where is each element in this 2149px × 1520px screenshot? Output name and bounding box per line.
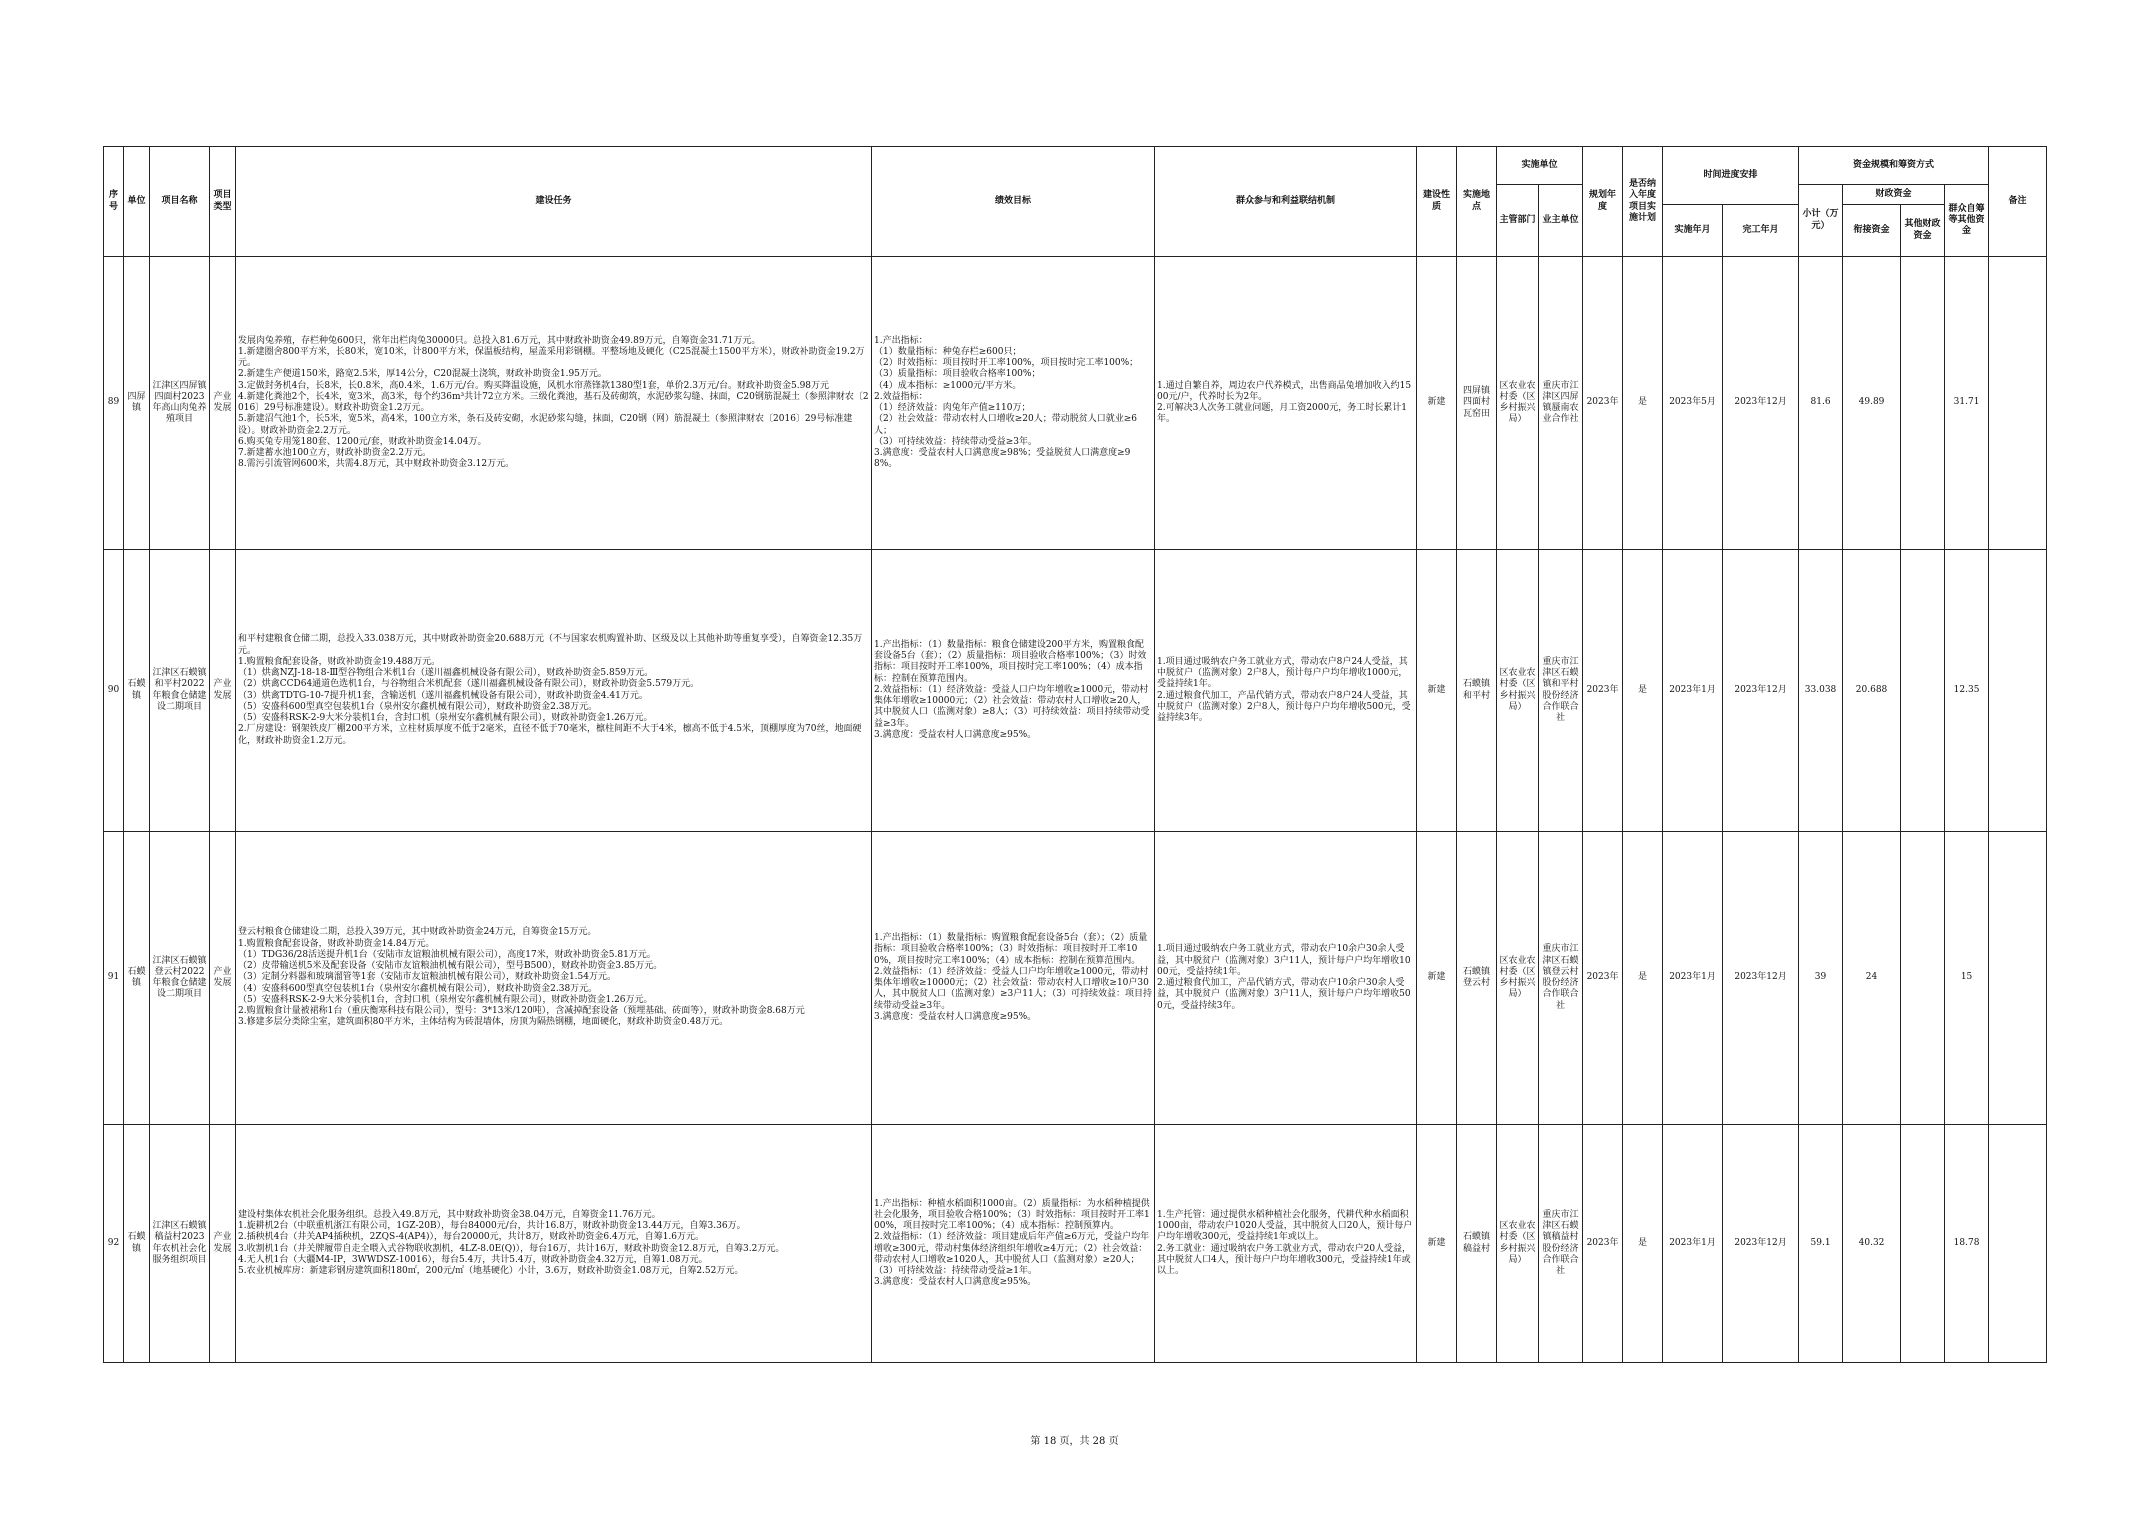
th-included: 是否纳入年度项目实施计划 <box>1623 147 1663 257</box>
th-unit: 单位 <box>124 147 150 257</box>
th-mechanism: 群众参与和利益联结机制 <box>1155 147 1417 257</box>
cell-link-funds: 40.32 <box>1843 1125 1901 1363</box>
cell-nature: 新建 <box>1417 257 1457 550</box>
cell-unit: 石蟆镇 <box>124 832 150 1125</box>
table-row <box>104 1125 2047 1363</box>
cell-tasks: 和平村建粮食仓储二期，总投入33.038万元，其中财政补助资金20.688万元（不与国家农机购置补助、区级及以上其他补助等重复享受），自筹资金12.35万元。 1.购置粮食配套设备，财政补助资金19.488万元。 （1）烘禽NZJ-18-18-Ⅲ型谷物组合米机1台（遂川福鑫机械设备有限公司），财政补助资金5.859万元。 （2）烘禽CCD64通道色选机1台，与谷物组合米机配套（遂川福鑫机械设备有限公司），财政补助资金5.579万元。 （3）烘禽TDTG-10-7提升机1套，含输送机（遂川福鑫机械设备有限公司），财政补助资金4.41万元。 （5）安盛科600型真空包装机1台（泉州安尔鑫机械有限公司），财政补助资金2.38万元。 （5）安盛科RSK-2-9大米分装机1台，含封口机（泉州安尔鑫机械有限公司），财政补助资金1.26万元。 2.厂房建设：钢架铁皮厂棚200平方米，立柱材质厚度不低于2毫米，直径不低于70毫米，檩柱间距不大于4米，檩高不低于4.5米，顶棚厚度为70丝，地面硬化，财政补助资金1.2万元。 <box>236 550 872 832</box>
cell-end: 2023年12月 <box>1723 550 1799 832</box>
cell-included: 是 <box>1623 550 1663 832</box>
cell-subtotal: 33.038 <box>1799 550 1843 832</box>
cell-other-fiscal <box>1901 257 1945 550</box>
cell-self-funds: 18.78 <box>1945 1125 1989 1363</box>
cell-goals: 1.产出指标：（1）数量指标：粮食仓储建设200平方米，购置粮食配套设备5台（套）；（2）质量指标：项目验收合格率100%；（3）时效指标：项目按时开工率100%，项目按时完工率100%；（4）成本指标：控制在预算范围内。 2.效益指标：（1）经济效益：受益人口户均年增收≥1000元，带动村集体年增收≥10000元；（2）社会效益：带动农村人口增收≥20人，其中脱贫人口（监测对象）≥8人；（3）可持续效益：项目持续带动受益≥3年。 3.满意度：受益农村人口满意度≥95%。 <box>872 550 1155 832</box>
th-schedule: 时间进度安排 <box>1663 147 1799 205</box>
cell-subtotal: 39 <box>1799 832 1843 1125</box>
cell-remark <box>1989 257 2047 550</box>
th-fiscal: 财政资金 <box>1843 185 1945 205</box>
cell-project-name: 江津区石蟆镇稿益村2023年农机社会化服务组织项目 <box>150 1125 210 1363</box>
th-funds: 资金规模和筹资方式 <box>1799 147 1989 185</box>
cell-nature: 新建 <box>1417 832 1457 1125</box>
cell-goals: 1.产出指标：种植水稻面积1000亩。（2）质量指标：为水稻种植提供社会化服务，项目验收合格100%；（3）时效指标：项目按时开工率100%，项目按时完工率100%；（4）成本指标：控制预算内。 2.效益指标：（1）经济效益：项目建成后年产值≥6万元，受益户均年增收≥300元，带动村集体经济组织年增收≥4万元；（2）社会效益：带动农村人口增收≥1020人，其中脱贫人口（监测对象）≥20人；（3）可持续效益：持续带动受益≥1年。 3.满意度：受益农村人口满意度≥95%。 <box>872 1125 1155 1363</box>
cell-other-fiscal <box>1901 1125 1945 1363</box>
cell-project-type: 产业发展 <box>210 257 236 550</box>
cell-start: 2023年5月 <box>1663 257 1723 550</box>
cell-mechanism: 1.生产托管：通过提供水稻种植社会化服务，代耕代种水稻面积1000亩，带动农户1020人受益，其中脱贫人口20人，预计每户户均年增收300元，受益持续1年或以上。 2.务工就业：通过吸纳农户务工就业方式，带动农户20人受益，其中脱贫人口4人，预计每户户均年增收300元，受益持续1年或以上。 <box>1155 1125 1417 1363</box>
project-table <box>103 146 2047 1363</box>
cell-project-type: 产业发展 <box>210 550 236 832</box>
cell-seq: 92 <box>104 1125 124 1363</box>
th-self-funds: 群众自筹等其他资金 <box>1945 185 1989 257</box>
cell-mechanism: 1.项目通过吸纳农户务工就业方式，带动农户8户24人受益，其中脱贫户（监测对象）2户8人，预计每户户均年增收1000元，受益持续1年。 2.通过粮食代加工，产品代销方式，带动农户8户24人受益，其中脱贫户（监测对象）2户8人，预计每户户均年增收500元，受益持续3年。 <box>1155 550 1417 832</box>
cell-nature: 新建 <box>1417 550 1457 832</box>
cell-remark <box>1989 832 2047 1125</box>
cell-seq: 90 <box>104 550 124 832</box>
cell-other-fiscal <box>1901 550 1945 832</box>
cell-mechanism: 1.项目通过吸纳农户务工就业方式，带动农户10余户30余人受益，其中脱贫户（监测对象）3户11人，预计每户户均年增收1000元，受益持续1年。 2.通过粮食代加工，产品代销方式，带动农户10余户30余人受益，其中脱贫户（监测对象）3户11人，预计每户户均年增收500元，受益持续3年。 <box>1155 832 1417 1125</box>
page-footer: 第 18 页，共 28 页 <box>1030 1436 1119 1447</box>
th-link-funds: 衔接资金 <box>1843 205 1901 257</box>
cell-goals: 1.产出指标：（1）数量指标：购置粮食配套设备5台（套）；（2）质量指标：项目验收合格率100%；（3）时效指标：项目按时开工率100%，项目按时完工率100%；（4）成本指标：控制在预算范围内。 2.效益指标：（1）经济效益：受益人口户均年增收≥1000元，带动村集体年增收≥10000元；（2）社会效益：带动农村人口增收≥10户30人，其中脱贫人口（监测对象）≥3户11人；（3）可持续效益：项目持续带动受益≥3年。 3.满意度：受益农村人口满意度≥95%。 <box>872 832 1155 1125</box>
cell-self-funds: 12.35 <box>1945 550 1989 832</box>
cell-nature: 新建 <box>1417 1125 1457 1363</box>
cell-plan-year: 2023年 <box>1583 832 1623 1125</box>
cell-included: 是 <box>1623 1125 1663 1363</box>
cell-owner: 重庆市江津区石蟆镇登云村股份经济合作联合社 <box>1539 832 1583 1125</box>
cell-link-funds: 49.89 <box>1843 257 1901 550</box>
cell-project-name: 江津区四屏镇四面村2023年高山肉兔养殖项目 <box>150 257 210 550</box>
cell-project-type: 产业发展 <box>210 832 236 1125</box>
cell-included: 是 <box>1623 257 1663 550</box>
table-row <box>104 257 2047 550</box>
cell-plan-year: 2023年 <box>1583 550 1623 832</box>
cell-location: 四屏镇四面村瓦窑田 <box>1457 257 1497 550</box>
cell-self-funds: 15 <box>1945 832 1989 1125</box>
th-location: 实施地点 <box>1457 147 1497 257</box>
cell-location: 石蟆镇和平村 <box>1457 550 1497 832</box>
cell-owner: 重庆市江津区石蟆镇稿益村股份经济合作联合社 <box>1539 1125 1583 1363</box>
cell-unit: 石蟆镇 <box>124 550 150 832</box>
cell-included: 是 <box>1623 832 1663 1125</box>
th-start: 实施年月 <box>1663 205 1723 257</box>
th-tasks: 建设任务 <box>236 147 872 257</box>
th-impl-unit: 实施单位 <box>1497 147 1583 185</box>
cell-location: 石蟆镇稿益村 <box>1457 1125 1497 1363</box>
th-plan-year: 规划年度 <box>1583 147 1623 257</box>
cell-seq: 91 <box>104 832 124 1125</box>
cell-subtotal: 81.6 <box>1799 257 1843 550</box>
cell-start: 2023年1月 <box>1663 832 1723 1125</box>
cell-tasks: 建设村集体农机社会化服务组织。总投入49.8万元，其中财政补助资金38.04万元，自筹资金11.76万元。 1.旋耕机2台（中联重机浙江有限公司，1GZ-20B），每台84000元/台，共计16.8万，财政补助资金13.44万元，自筹3.36万。 2.插秧机4台（井关AP4插秧机，2ZQS-4(AP4)），每台20000元，共计8万，财政补助资金6.4万元，自筹1.6万元。 3.收割机1台（井关牌履带自走全喂入式谷物联收割机，4LZ-8.0E(Q)），每台16万，共计16万，财政补助资金12.8万元，自筹3.2万元。 4.无人机1台（大疆M4-IP，3WWDSZ-10016），每台5.4万，共计5.4万，财政补助资金4.32万元，自筹1.08万元。 5.农业机械库房：新建彩钢房建筑面积180㎡，200元/㎡（地基硬化）小计，3.6万，财政补助资金1.08万元，自筹2.52万元。 <box>236 1125 872 1363</box>
cell-other-fiscal <box>1901 832 1945 1125</box>
table-row <box>104 832 2047 1125</box>
cell-seq: 89 <box>104 257 124 550</box>
th-other-fiscal: 其他财政资金 <box>1901 205 1945 257</box>
cell-location: 石蟆镇登云村 <box>1457 832 1497 1125</box>
cell-project-name: 江津区石蟆镇登云村2022年粮食仓储建设二期项目 <box>150 832 210 1125</box>
th-seq: 序号 <box>104 147 124 257</box>
cell-owner: 重庆市江津区四屏镇蜃南农业合作社 <box>1539 257 1583 550</box>
cell-dept: 区农业农村委（区乡村振兴局） <box>1497 257 1539 550</box>
th-owner: 业主单位 <box>1539 185 1583 257</box>
cell-plan-year: 2023年 <box>1583 257 1623 550</box>
cell-goals: 1.产出指标： （1）数量指标：种兔存栏≥600只； （2）时效指标：项目按时开工率100%，项目按时完工率100%； （3）质量指标：项目验收合格率100%； （4）成本指标：≥1000元/平方米。 2.效益指标： （1）经济效益：肉兔年产值≥110万； （2）社会效益：带动农村人口增收≥20人；带动脱贫人口就业≥6人； （3）可持续效益：持续带动受益≥3年。 3.满意度：受益农村人口满意度≥98%；受益脱贫人口满意度≥98%。 <box>872 257 1155 550</box>
cell-end: 2023年12月 <box>1723 1125 1799 1363</box>
th-project-name: 项目名称 <box>150 147 210 257</box>
cell-tasks: 登云村粮食仓储建设二期，总投入39万元，其中财政补助资金24万元，自筹资金15万元。 1.购置粮食配套设备，财政补助资金14.84万元。 （1）TDG36/28活送提升机1台（安陆市友谊粮油机械有限公司），高度17米，财政补助资金5.81万元。 （2）皮带输送机5米及配套设备（安陆市友谊粮油机械有限公司），型号B500），财政补助资金3.85万元。 （3）定制分料器和玻璃溜管等1套（安陆市友谊粮油机械有限公司），财政补助资金1.54万元。 （4）安盛科600型真空包装机1台（泉州安尔鑫机械有限公司），财政补助资金2.38万元。 （5）安盛科RSK-2-9大米分装机1台，含封口机（泉州安尔鑫机械有限公司），财政补助资金1.26万元。 2.购置粮食计量被裙称1台（重庆衡寒科技有限公司），型号：3*13米/120吨），含减掉配套设备（预埋基础、砖面等），财政补助资金8.68万元 3.修建多层分类除尘室，建筑面积80平方米，主体结构为砖混墙体，房顶为隔热钢棚，地面硬化，财政补助资金0.48万元。 <box>236 832 872 1125</box>
cell-dept: 区农业农村委（区乡村振兴局） <box>1497 1125 1539 1363</box>
cell-subtotal: 59.1 <box>1799 1125 1843 1363</box>
cell-project-type: 产业发展 <box>210 1125 236 1363</box>
cell-project-name: 江津区石蟆镇和平村2022年粮食仓储建设二期项目 <box>150 550 210 832</box>
cell-end: 2023年12月 <box>1723 832 1799 1125</box>
cell-start: 2023年1月 <box>1663 1125 1723 1363</box>
cell-remark <box>1989 550 2047 832</box>
cell-owner: 重庆市江津区石蟆镇和平村股份经济合作联合社 <box>1539 550 1583 832</box>
cell-link-funds: 24 <box>1843 832 1901 1125</box>
cell-link-funds: 20.688 <box>1843 550 1901 832</box>
th-subtotal: 小计（万元） <box>1799 185 1843 257</box>
cell-self-funds: 31.71 <box>1945 257 1989 550</box>
cell-tasks: 发展肉兔养殖，存栏种兔600只，常年出栏肉兔30000只。总投入81.6万元，其中财政补助资金49.89万元，自筹资金31.71万元。 1.新建圈舍800平方米，长80米，宽10米，计800平方米，保温板结构，屋盖采用彩钢棚。平整场地及硬化（C25混凝土1500平方米），财政补助资金19.2万元。 2.新建生产便道150米，路宽2.5米，厚14公分，C20混凝土浇筑，财政补助资金1.95万元。 3.定做封务机4台，长8米，长0.8米，高0.4米，1.6万元/台。购买降温设施，风机水帘蒸锋款1380型1套，单价2.3万元/台。财政补助资金5.98万元 4.新建化粪池2个，长4米，宽3米，高3米，每个约36m³共计72立方米。三级化粪池，基石及砖砌筑，水泥砂浆勾缝、抹面，C20钢筋混凝土（参照津财农〔2016〕29号标准建设）。财政补助资金1.2万元。 5.新建沼气池1个，长5米，宽5米，高4米，100立方米，条石及砖安砌，水泥砂浆勾缝，抹面，C20钢（网）筋混凝土（参照津财农〔2016〕29号标准建设）。财政补助资金2.2万元。 6.购买兔专用笼180套、1200元/套，财政补助资金14.04万。 7.新建蓄水池100立方，财政补助资金2.2万元。 8.需污引流管网600米，共需4.8万元，其中财政补助资金3.12万元。 <box>236 257 872 550</box>
th-remark: 备注 <box>1989 147 2047 257</box>
cell-mechanism: 1.通过自繁自养，周边农户代养模式，出售商品兔增加收入约1500元/户，代养时长为2年。 2.可解决3人次务工就业问题，月工资2000元，务工时长累计1年。 <box>1155 257 1417 550</box>
cell-dept: 区农业农村委（区乡村振兴局） <box>1497 550 1539 832</box>
th-project-type: 项目类型 <box>210 147 236 257</box>
th-dept: 主管部门 <box>1497 185 1539 257</box>
cell-plan-year: 2023年 <box>1583 1125 1623 1363</box>
cell-dept: 区农业农村委（区乡村振兴局） <box>1497 832 1539 1125</box>
cell-unit: 石蟆镇 <box>124 1125 150 1363</box>
th-nature: 建设性质 <box>1417 147 1457 257</box>
table-row <box>104 550 2047 832</box>
cell-end: 2023年12月 <box>1723 257 1799 550</box>
cell-remark <box>1989 1125 2047 1363</box>
cell-start: 2023年1月 <box>1663 550 1723 832</box>
th-end: 完工年月 <box>1723 205 1799 257</box>
th-goals: 绩效目标 <box>872 147 1155 257</box>
cell-unit: 四屏镇 <box>124 257 150 550</box>
